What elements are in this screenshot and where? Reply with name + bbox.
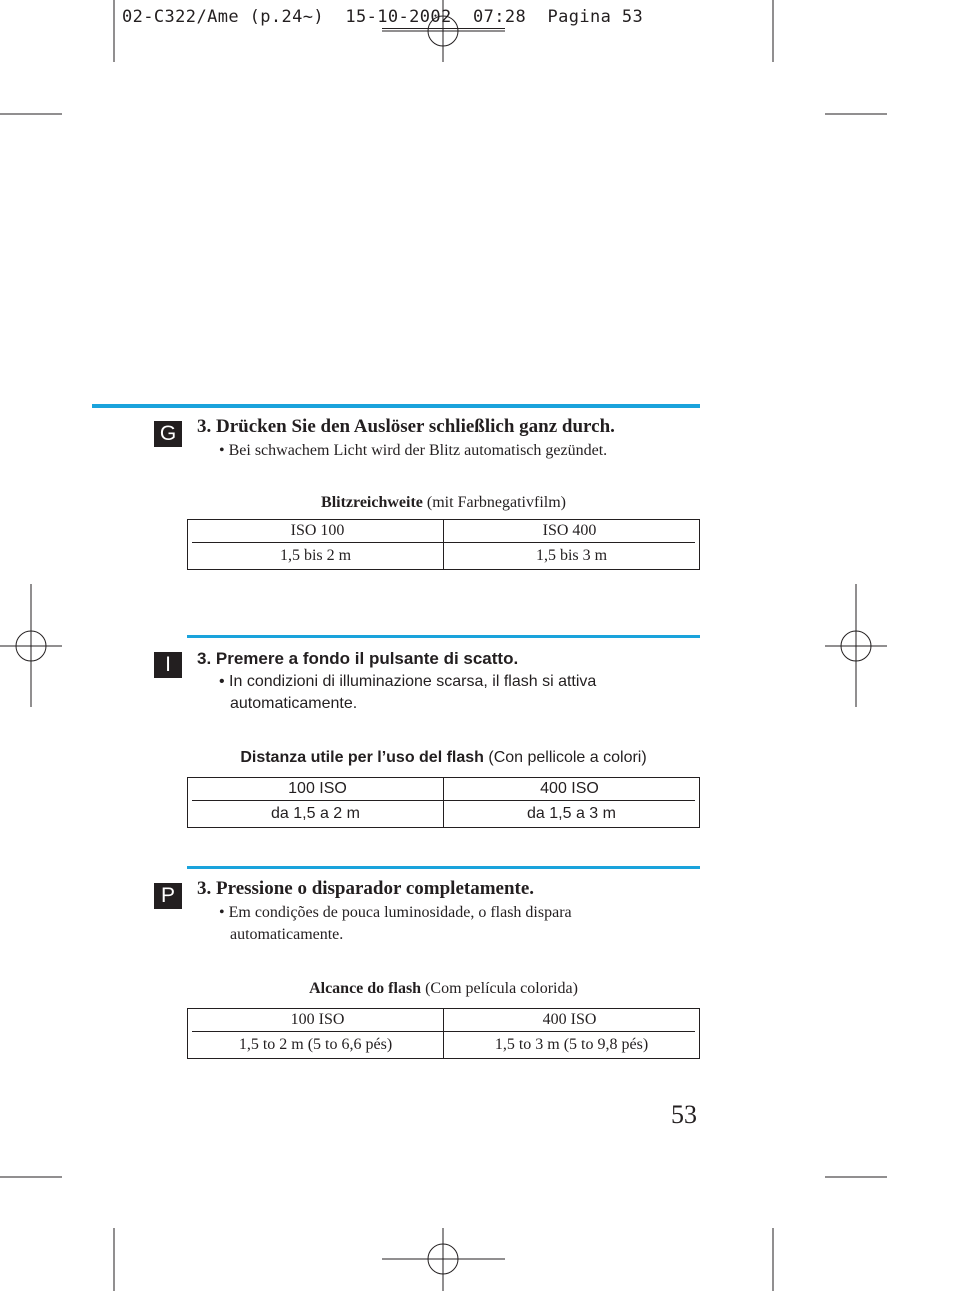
slug-date: 15-10-2002 (345, 7, 452, 27)
language-badge-p: P (154, 883, 182, 909)
step-note-line: automaticamente. (230, 926, 344, 943)
step-note (219, 671, 596, 715)
table-cell: da 1,5 a 3 m (527, 804, 616, 822)
table-header-cell: ISO 400 (444, 520, 700, 544)
step-note-line: automaticamente. (230, 695, 358, 712)
caption-bold: Blitzreichweite (321, 494, 423, 511)
table-cell: 1,5 bis 3 m (535, 546, 608, 564)
slug-page: Pagina 53 (547, 7, 644, 27)
caption-bold: Distanza utile per l’uso del flash (240, 749, 484, 766)
table-row (188, 801, 700, 827)
table-header-row (188, 520, 700, 544)
language-badge-i: I (154, 652, 182, 678)
section-rule (187, 866, 700, 869)
slug-job: 02-C322/Ame (p.24~) (122, 7, 325, 27)
table-caption (187, 749, 700, 767)
step-title: 3. Drücken Sie den Auslöser schließlich ganz durch. (197, 416, 615, 437)
flash-range-table (187, 519, 700, 570)
table-header-cell: 400 ISO (444, 778, 700, 802)
slug-underline (382, 28, 505, 29)
step-note-line: • Em condições de pouca luminosidade, o flash dispara (219, 904, 572, 921)
print-slug (122, 7, 643, 27)
step-title: 3. Premere a fondo il pulsante di scatto. (197, 649, 519, 668)
step-note-line: • In condizioni di illuminazione scarsa, il flash si attiva (219, 673, 597, 690)
table-cell: da 1,5 a 2 m (188, 801, 444, 827)
flash-range-table (187, 777, 700, 828)
registration-mark-bottom (382, 1228, 505, 1291)
table-caption (187, 494, 700, 512)
step-title: 3. Pressione o disparador completamente. (197, 878, 535, 899)
table-row (188, 1032, 700, 1058)
page-number: 53 (671, 1100, 697, 1129)
flash-range-table (187, 1008, 700, 1059)
table-cell: 1,5 to 2 m (5 to 6,6 pés) (188, 1032, 444, 1058)
table-header-row (188, 1009, 700, 1033)
table-cell: 1,5 bis 2 m (188, 543, 444, 569)
registration-mark-left (0, 584, 62, 707)
language-badge-g: G (154, 421, 182, 447)
table-header-cell: 400 ISO (444, 1009, 700, 1033)
caption-rest: (Con pellicole a colori) (483, 749, 647, 766)
table-row (188, 543, 700, 569)
section-rule (187, 635, 700, 638)
caption-rest: (mit Farbnegativfilm) (422, 494, 566, 511)
slug-time: 07:28 (472, 7, 527, 27)
table-cell: 1,5 to 3 m (5 to 9,8 pés) (494, 1035, 649, 1053)
table-header-cell: ISO 100 (188, 520, 444, 544)
registration-mark-right (825, 584, 887, 707)
caption-rest: (Com película colorida) (421, 980, 578, 997)
table-header-cell: 100 ISO (188, 778, 444, 802)
table-header-cell: 100 ISO (188, 1009, 444, 1033)
step-note: • Bei schwachem Licht wird der Blitz automatisch gezündet. (219, 442, 608, 459)
section-rule (92, 404, 700, 408)
caption-bold: Alcance do flash (309, 980, 422, 997)
table-caption (187, 980, 700, 998)
table-header-row (188, 778, 700, 802)
step-note (219, 902, 572, 946)
